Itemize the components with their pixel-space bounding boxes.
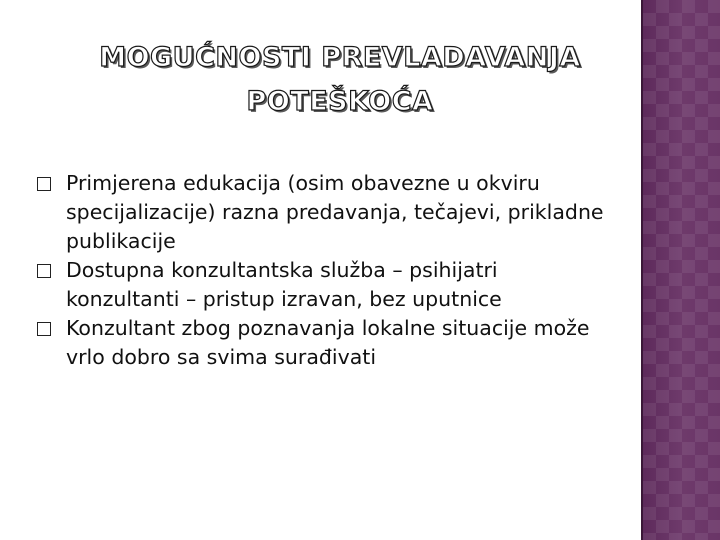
bullet-item (37, 314, 617, 372)
bullet-item (37, 256, 617, 314)
bullet-text: Dostupna konzultantska služba – psihijatri konzultanti – pristup izravan, bez uputnice (66, 258, 502, 311)
bullet-text: Primjerena edukacija (osim obavezne u okviru specijalizacije) razna predavanja, tečajevi, prikladne publikacije (66, 171, 604, 253)
slide-title-line-1: MOGUĆNOSTI PREVLADAVANJA (99, 42, 581, 73)
slide-title (60, 36, 620, 124)
bullet-text: Konzultant zbog poznavanja lokalne situacije može vrlo dobro sa svima surađivati (66, 316, 590, 369)
slide-title-line-2: POTEŠKOĆA (246, 86, 434, 117)
bullet-square-icon (37, 177, 51, 191)
decorative-side-panel (643, 0, 720, 540)
bullet-item (37, 169, 617, 256)
bullet-square-icon (37, 264, 51, 278)
bullet-square-icon (37, 322, 51, 336)
bullet-list (37, 169, 617, 372)
